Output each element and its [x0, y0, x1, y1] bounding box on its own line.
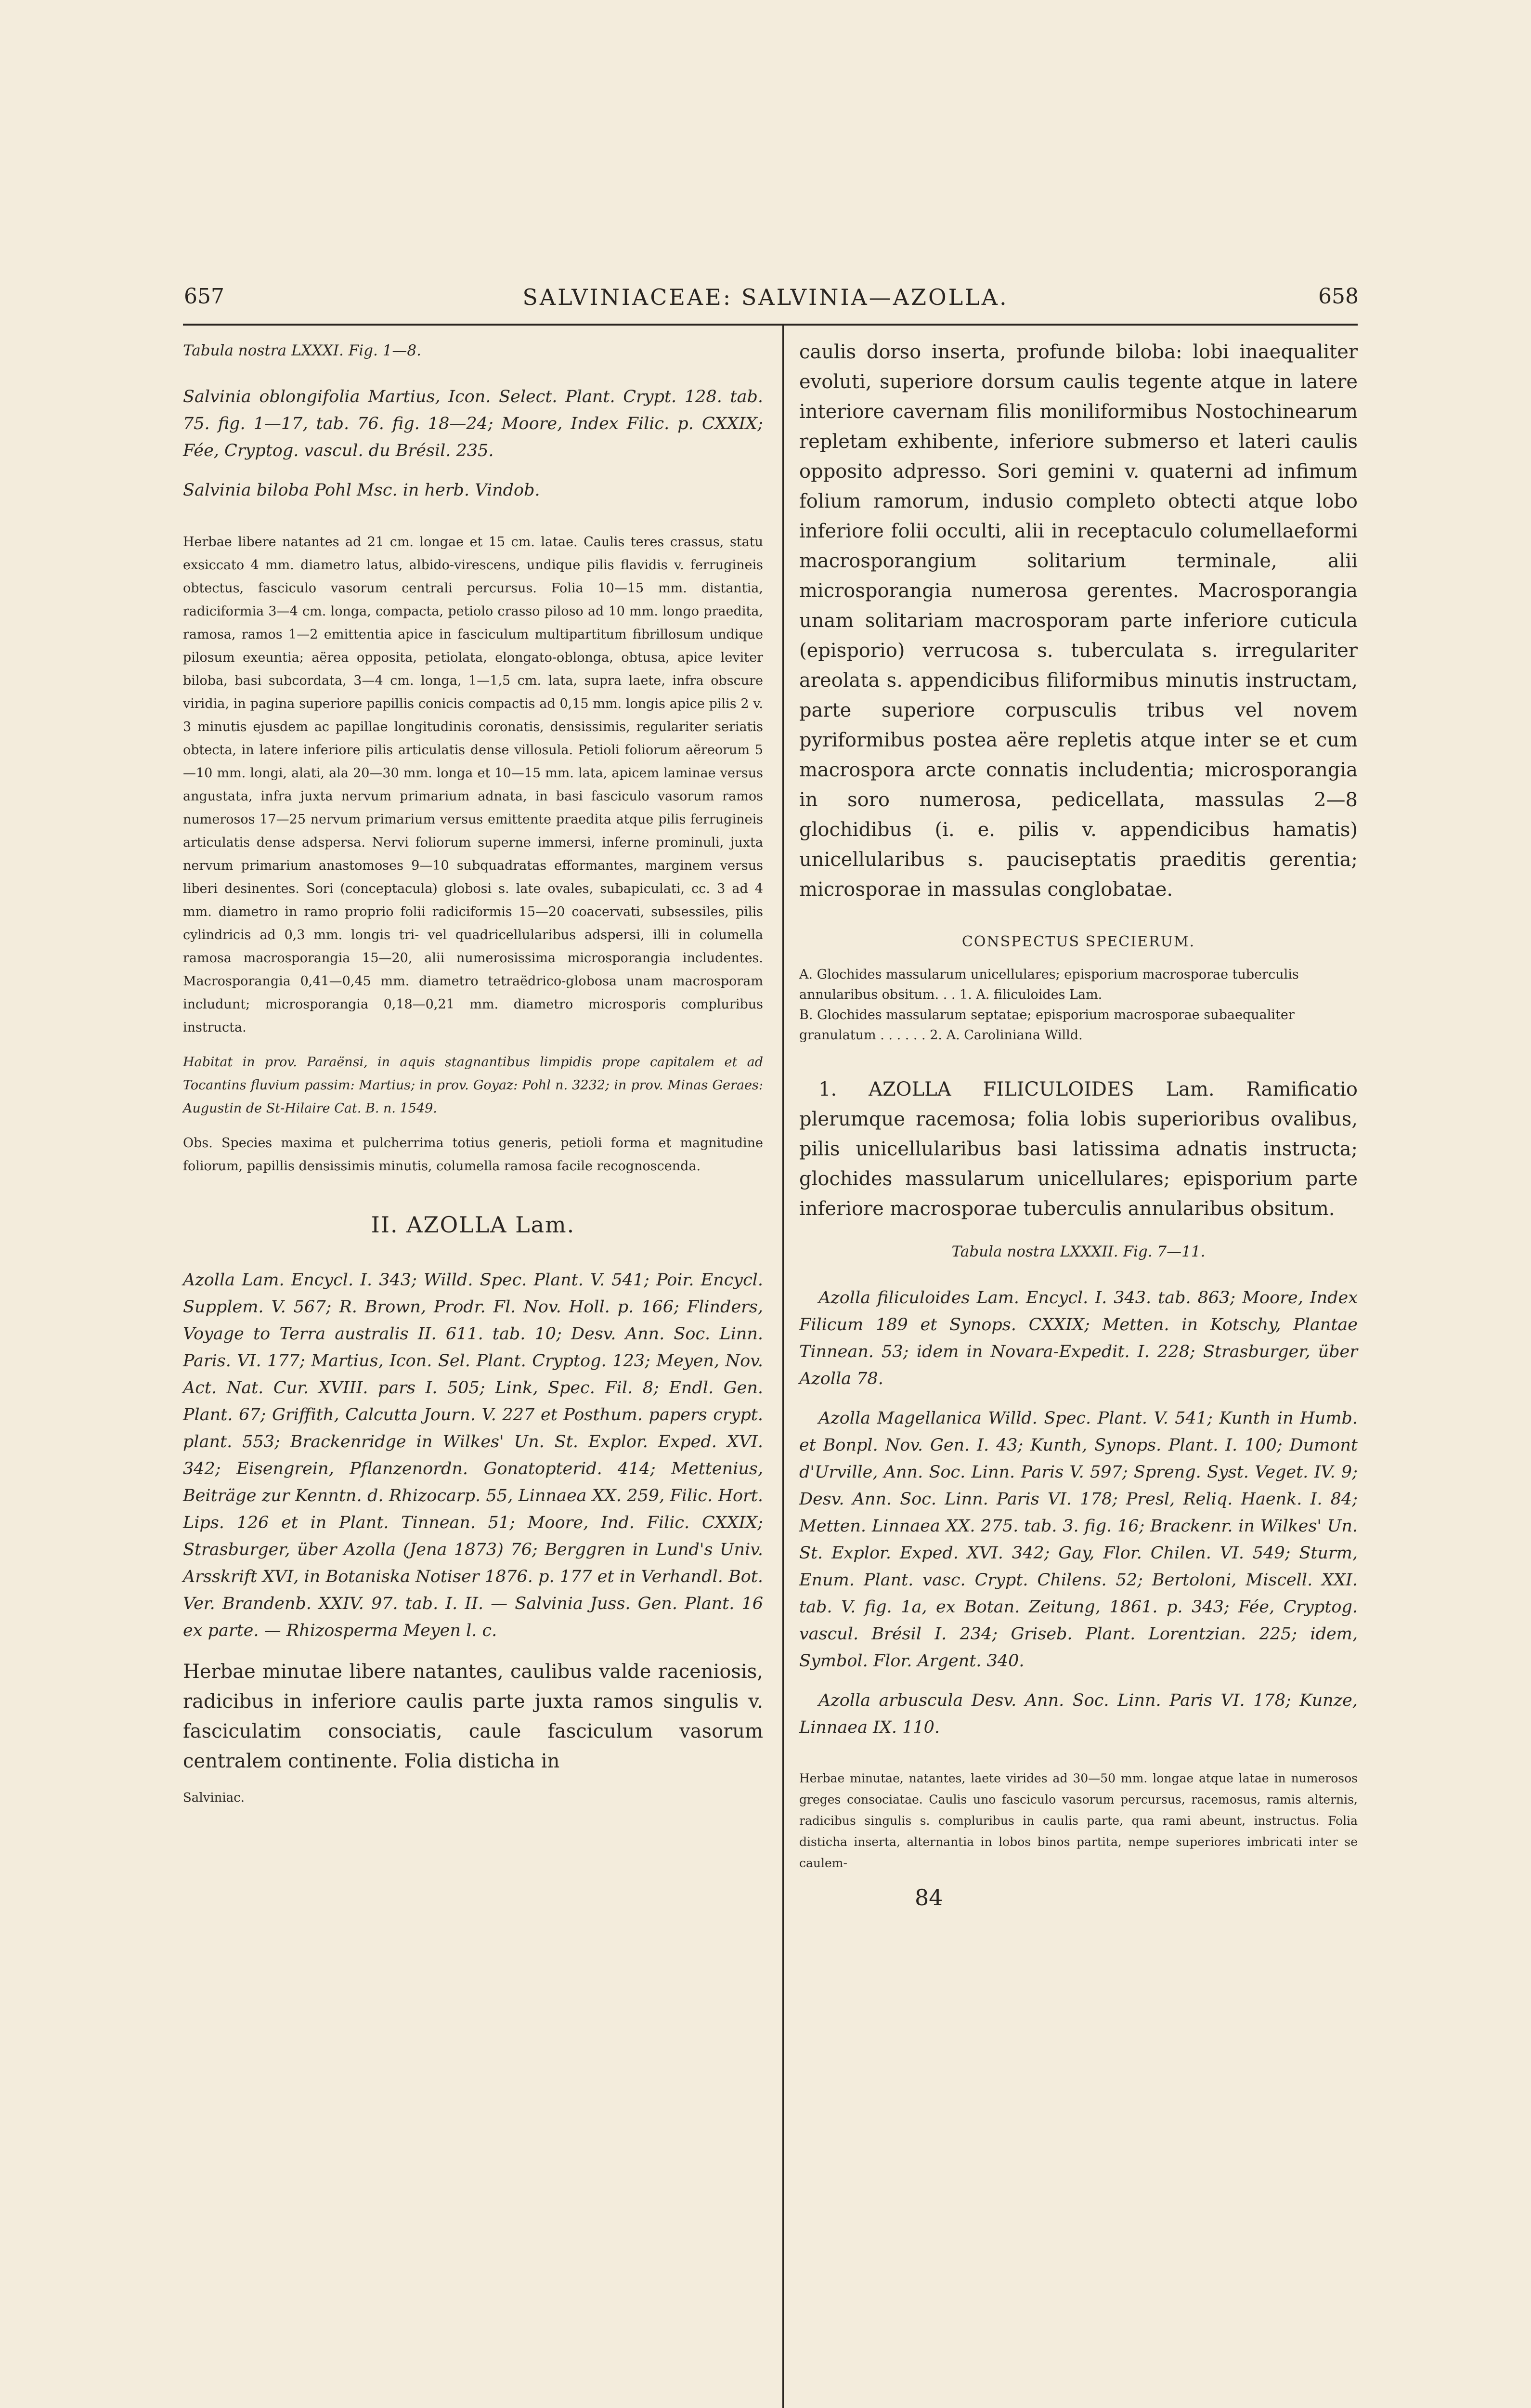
- running-header: [0, 284, 1531, 313]
- plate-reference-2: Tabula nostra LXXXII. Fig. 7—11.: [951, 1243, 1206, 1260]
- observation-text: Obs. Species maxima et pulcherrima totius generis, petioli forma et magnitudine foliorum, papillis densissimis minutis, columella ramosa facile recognoscenda.: [183, 1136, 763, 1174]
- page-number-right: 658: [1318, 284, 1359, 309]
- genus-description-continued: caulis dorso inserta, profunde biloba: lobi inaequaliter evoluti, superiore dorsum caulis tegente atque in latere interiore cavernam filis moniliformibus Nostochinearum repletam exhibente, inferiore submerso et lateri caulis opposito adpresso. Sori gemini v. quaterni ad infimum folium ramorum, indusio completo obtecti atque lobo inferiore folii occulti, alii in receptaculo columellaeformi macrosporangium solitarium terminale, alii microsporangia numerosa gerentes. Macrosporangia unam solitariam macrosporam parte inferiore cuticula (episporio) verrucosa s. tuberculata s. irregulariter areolata s. appendicibus filiformibus minutis instructam, parte superiore corpusculis tribus vel novem pyriformibus postea aëre repletis atque inter se et cum macrospora arcte connatis includentia; microsporangia in soro numerosa, pedicellata, massulas 2—8 glochidibus (i. e. pilis v. appendicibus hamatis) unicellularibus s. pauciseptatis praeditis gerentia; microsporae in massulas conglobatae.: [799, 341, 1358, 901]
- key-b-text: B. Glochides massularum septatae; episporium macrosporae subaequaliter granulatum: [799, 1008, 1295, 1043]
- habitat-text: Habitat in prov. Paraënsi, in aquis stagnantibus limpidis prope capitalem et ad Tocantins fluvium passim: Martius; in prov. Goyaz: Pohl n. 3232; in prov. Minas Geraes: Augustin de St-Hilaire Cat. B. n. 1549.: [183, 1055, 763, 1116]
- species-filiculoides: 1. AZOLLA FILICULOIDES Lam. Ramificatio plerumque racemosa; folia lobis superioribus ovalibus, pilis unicellularibus basi latissima adnatis instructa; glochides massularum unicellulares; episporium parte inferiore macrosporae tuberculis annularibus obsitum.: [799, 1078, 1358, 1220]
- header-rule: [183, 324, 1358, 326]
- species-description: Herbae libere natantes ad 21 cm. longae et 15 cm. latae. Caulis teres crassus, statu exsiccato 4 mm. diametro latus, albido-virescens, undique pilis flavidis v. ferrugineis obtectus, fasciculo vasorum centrali percursus. Folia 10—15 mm. distantia, radiciformia 3—4 cm. longa, compacta, petiolo crasso piloso ad 10 mm. longo praedita, ramosa, ramos 1—2 emittentia apice in fasciculum multipartitum fibrillosum undique pilosum exeuntia; aërea opposita, petiolata, elongato-oblonga, obtusa, apice leviter biloba, basi subcordata, 3—4 cm. longa, 1—1,5 cm. lata, supra laete, infra obscure viridia, in pagina superiore papillis conicis compactis ad 0,15 mm. longis apice pilis 2 v. 3 minutis ejusdem ac papillae longitudinis coronatis, densissimis, regulariter seriatis obtecta, in latere inferiore pilis articulatis dense villosula. Petioli foliorum aëreorum 5—10 mm. longi, alati, ala 20—30 mm. longa et 10—15 mm. lata, apicem laminae versus angustata, infra juxta nervum primarium adnata, in basi fasciculo vasorum ramos numerosos 17—25 nervum primarium versus emittente praedita atque pilis ferrugineis articulatis dense adspersa. Nervi foliorum superne immersi, inferne prominuli, juxta nervum primarium anastomoses 9—10 subquadratas efformantes, marginem versus liberi desinentes. Sori (conceptacula) globosi s. late ovales, subapiculati, cc. 3 ad 4 mm. diametro in ramo proprio folii radiciformis 15—20 coacervati, subsessiles, pilis cylindricis ad 0,3 mm. longis tri- vel quadricellularibus adspersi, illi in columella ramosa macrosporangia 15—20, alii numerosissima microsporangia includentes. Macrosporangia 0,41—0,45 mm. diametro tetraëdrico-globosa unam macrosporam includunt; microsporangia 0,18—0,21 mm. diametro microsporis compluribus instructa.: [183, 535, 763, 1035]
- synonym-filiculoides: Azolla filiculoides Lam. Encycl. I. 343. tab. 863; Moore, Index Filicum 189 et Synops. CXXIX; Metten. in Kotschy, Plantae Tinnean. 53; idem in Novara-Expedit. I. 228; Strasburger, über Azolla 78.: [799, 1288, 1358, 1388]
- synonym-arbuscula: Azolla arbuscula Desv. Ann. Soc. Linn. Paris VI. 178; Kunze, Linnaea IX. 110.: [799, 1691, 1358, 1737]
- signature-mark: Salviniac.: [183, 1791, 245, 1805]
- key-entry-a: [799, 965, 1358, 1005]
- right-column: [799, 337, 1358, 1911]
- filiculoides-description: Herbae minutae, natantes, laete virides ad 30—50 mm. longae atque latae in numerosos greges consociatae. Caulis uno fasciculo vasorum percursus, racemosus, ramis alternis, radicibus singulis s. compluribus in caulis parte, qua rami abeunt, instructus. Folia disticha inserta, alternantia in lobos binos partita, nempe superiores imbricati inter se caulem-: [799, 1771, 1358, 1870]
- key-a-result: . . 1. A. filiculoides Lam.: [943, 987, 1103, 1002]
- signature-number: 84: [915, 1885, 943, 1911]
- running-title: SALVINIACEAE: SALVINIA—AZOLLA.: [522, 284, 1009, 310]
- column-divider: [782, 324, 784, 2408]
- synonym-oblongifolia: Salvinia oblongifolia Martius, Icon. Select. Plant. Crypt. 128. tab. 75. fig. 1—17, tab. 76. fig. 18—24; Moore, Index Filic. p. CXXIX; Fée, Cryptog. vascul. du Brésil. 235.: [183, 387, 763, 460]
- synonym-biloba: Salvinia biloba Pohl Msc. in herb. Vindob.: [183, 481, 540, 500]
- genus-references: Azolla Lam. Encycl. I. 343; Willd. Spec. Plant. V. 541; Poir. Encycl. Supplem. V. 567; R. Brown, Prodr. Fl. Nov. Holl. p. 166; Flinders, Voyage to Terra australis II. 611. tab. 10; Desv. Ann. Soc. Linn. Paris. VI. 177; Martius, Icon. Sel. Plant. Cryptog. 123; Meyen, Nov. Act. Nat. Cur. XVIII. pars I. 505; Link, Spec. Fil. 8; Endl. Gen. Plant. 67; Griffith, Calcutta Journ. V. 227 et Posthum. papers crypt. plant. 553; Brackenridge in Wilkes' Un. St. Explor. Exped. XVI. 342; Eisengrein, Pflanzenordn. Gonatopterid. 414; Mettenius, Beiträge zur Kenntn. d. Rhizocarp. 55, Linnaea XX. 259, Filic. Hort. Lips. 126 et in Plant. Tinnean. 51; Moore, Ind. Filic. CXXIX; Strasburger, über Azolla (Jena 1873) 76; Berggren in Lund's Univ. Arsskrift XVI, in Botaniska Notiser 1876. p. 177 et in Verhandl. Bot. Ver. Brandenb. XXIV. 97. tab. I. II. — Salvinia Juss. Gen. Plant. 16 ex parte. — Rhizosperma Meyen l. c.: [183, 1270, 763, 1640]
- synonym-magellanica: Azolla Magellanica Willd. Spec. Plant. V. 541; Kunth in Humb. et Bonpl. Nov. Gen. I. 43; Kunth, Synops. Plant. I. 100; Dumont d'Urville, Ann. Soc. Linn. Paris V. 597; Spreng. Syst. Veget. IV. 9; Desv. Ann. Soc. Linn. Paris VI. 178; Presl, Reliq. Haenk. I. 84; Metten. Linnaea XX. 275. tab. 3. fig. 16; Brackenr. in Wilkes' Un. St. Explor. Exped. XVI. 342; Gay, Flor. Chilen. VI. 549; Sturm, Enum. Plant. vasc. Crypt. Chilens. 52; Bertoloni, Miscell. XXI. tab. V. fig. 1a, ex Botan. Zeitung, 1861. p. 343; Fée, Cryptog. vascul. Brésil I. 234; Griseb. Plant. Lorentzian. 225; idem, Symbol. Flor. Argent. 340.: [799, 1409, 1358, 1671]
- key-b-result: . . . . . . 2. A. Caroliniana Willd.: [880, 1028, 1083, 1043]
- conspectus-title: CONSPECTUS SPECIERUM.: [961, 933, 1195, 950]
- key-entry-b: [799, 1005, 1358, 1046]
- genus-description: Herbae minutae libere natantes, caulibus valde raceniosis, radicibus in inferiore caulis parte juxta ramos singulis v. fasciculatim consociatis, caule fasciculum vasorum centralem continente. Folia disticha in: [183, 1661, 763, 1772]
- section-title-azolla: II. AZOLLA Lam.: [371, 1212, 575, 1238]
- key-a-text: A. Glochides massularum unicellulares; episporium macrosporae tuberculis annularibus obsitum.: [799, 967, 1299, 1002]
- plate-reference: Tabula nostra LXXXI. Fig. 1—8.: [183, 342, 421, 359]
- left-column: [183, 337, 763, 1805]
- page-number-left: 657: [184, 284, 224, 309]
